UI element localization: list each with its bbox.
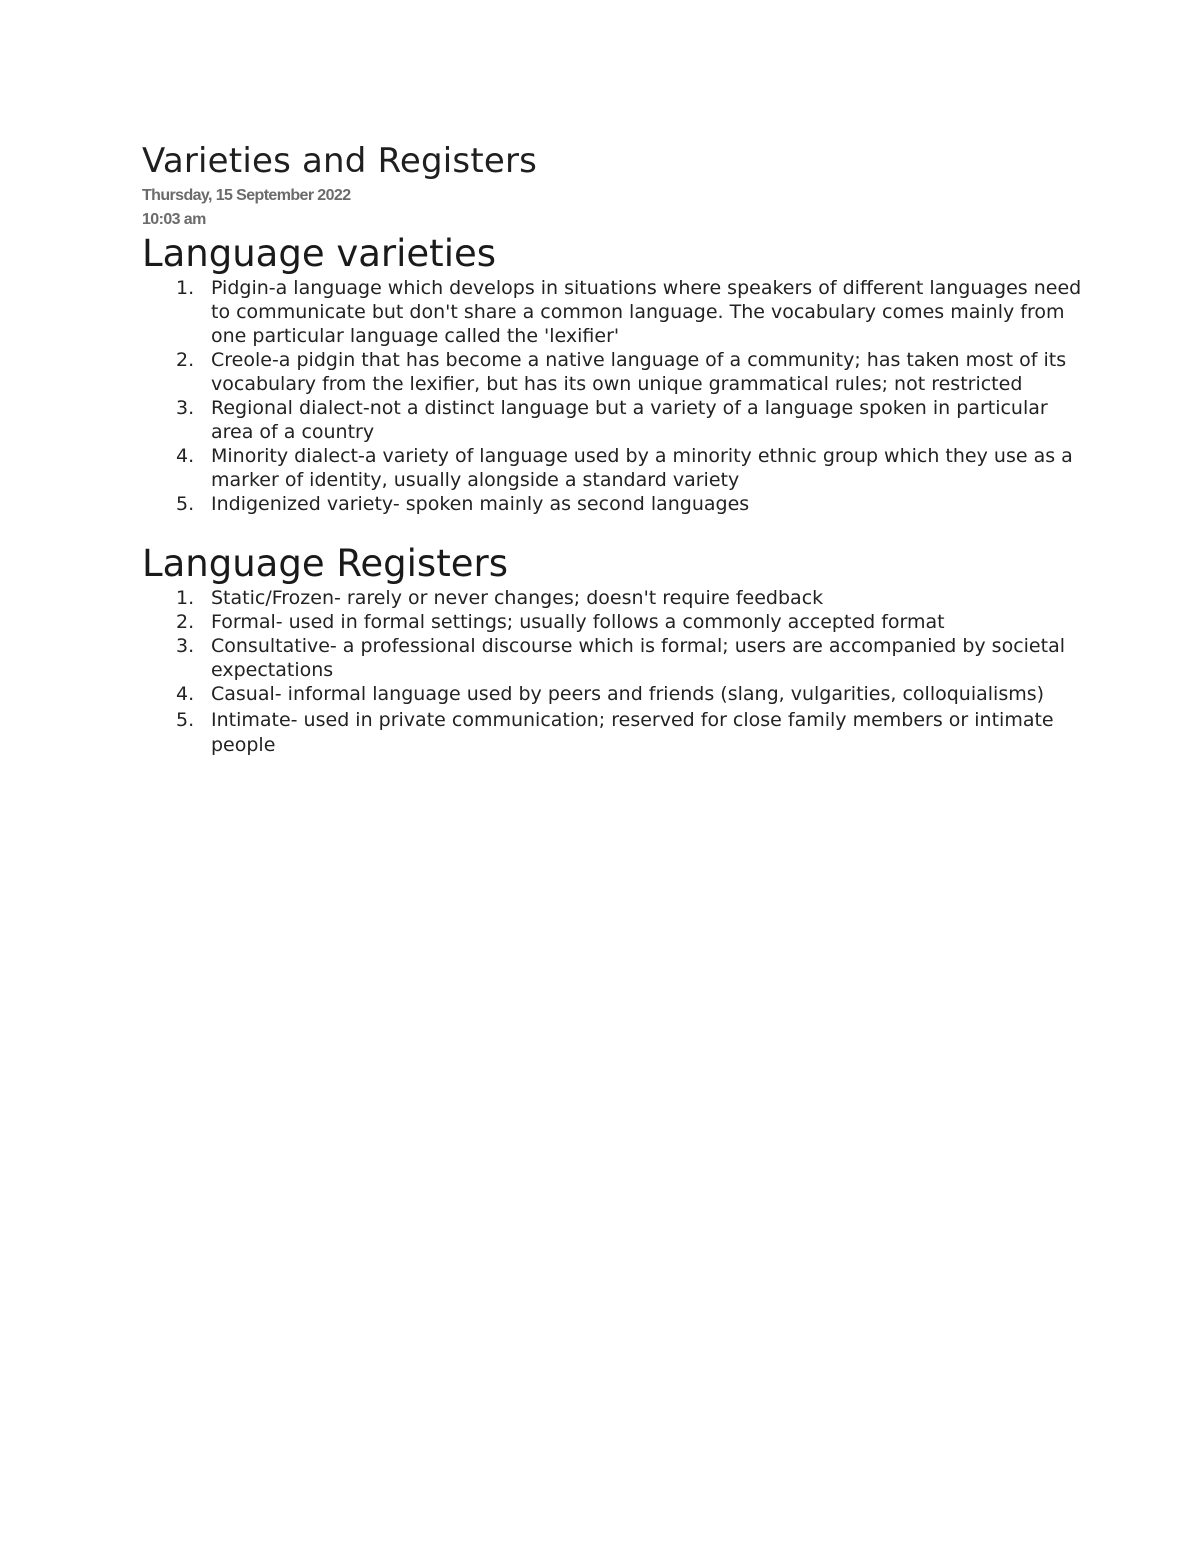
section-heading-varieties: Language varieties	[142, 232, 497, 275]
section-heading-registers: Language Registers	[142, 542, 508, 585]
note-page	[142, 140, 1082, 758]
list-item-number: 5.	[176, 709, 195, 731]
list-item-number: 2.	[176, 349, 195, 371]
list-item	[142, 276, 1082, 348]
list-item-number: 3.	[176, 635, 195, 657]
list-item-text: Intimate- used in private communication; reserved for close family members or intimate people	[211, 709, 1054, 756]
note-time: 10:03 am	[142, 211, 206, 228]
list-item	[142, 492, 1082, 516]
list-item-text: Minority dialect-a variety of language used by a minority ethnic group which they use as a marker of identity, usually alongside a standard variety	[211, 445, 1073, 491]
list-item	[142, 682, 1082, 706]
list-item-number: 4.	[176, 683, 195, 705]
list-item-text: Pidgin-a language which develops in situations where speakers of different languages need to communicate but don't share a common language. The vocabulary comes mainly from one particular language called the 'lexifier'	[211, 277, 1082, 347]
list-item	[142, 586, 1082, 610]
list-item-number: 4.	[176, 445, 195, 467]
note-date: Thursday, 15 September 2022	[142, 187, 351, 204]
registers-list	[142, 586, 1082, 758]
list-item-text: Consultative- a professional discourse which is formal; users are accompanied by societal expectations	[211, 635, 1065, 681]
list-item-text: Casual- informal language used by peers and friends (slang, vulgarities, colloquialisms)	[211, 683, 1045, 705]
list-item	[142, 348, 1082, 396]
list-item	[142, 634, 1082, 682]
list-item-number: 5.	[176, 493, 195, 515]
list-item-number: 1.	[176, 587, 195, 609]
list-item-text: Formal- used in formal settings; usually follows a commonly accepted format	[211, 611, 945, 633]
varieties-list	[142, 276, 1082, 516]
list-item-number: 3.	[176, 397, 195, 419]
list-item-text: Indigenized variety- spoken mainly as second languages	[211, 493, 750, 515]
list-item	[142, 444, 1082, 492]
list-item-number: 2.	[176, 611, 195, 633]
page-title: Varieties and Registers	[142, 141, 538, 181]
list-item-number: 1.	[176, 277, 195, 299]
list-item	[142, 708, 1082, 758]
list-item	[142, 610, 1082, 634]
list-item-text: Creole-a pidgin that has become a native language of a community; has taken most of its vocabulary from the lexifier, but has its own unique grammatical rules; not restricted	[211, 349, 1067, 395]
list-item-text: Regional dialect-not a distinct language but a variety of a language spoken in particular area of a country	[211, 397, 1048, 443]
list-item	[142, 396, 1082, 444]
list-item-text: Static/Frozen- rarely or never changes; doesn't require feedback	[211, 587, 824, 609]
